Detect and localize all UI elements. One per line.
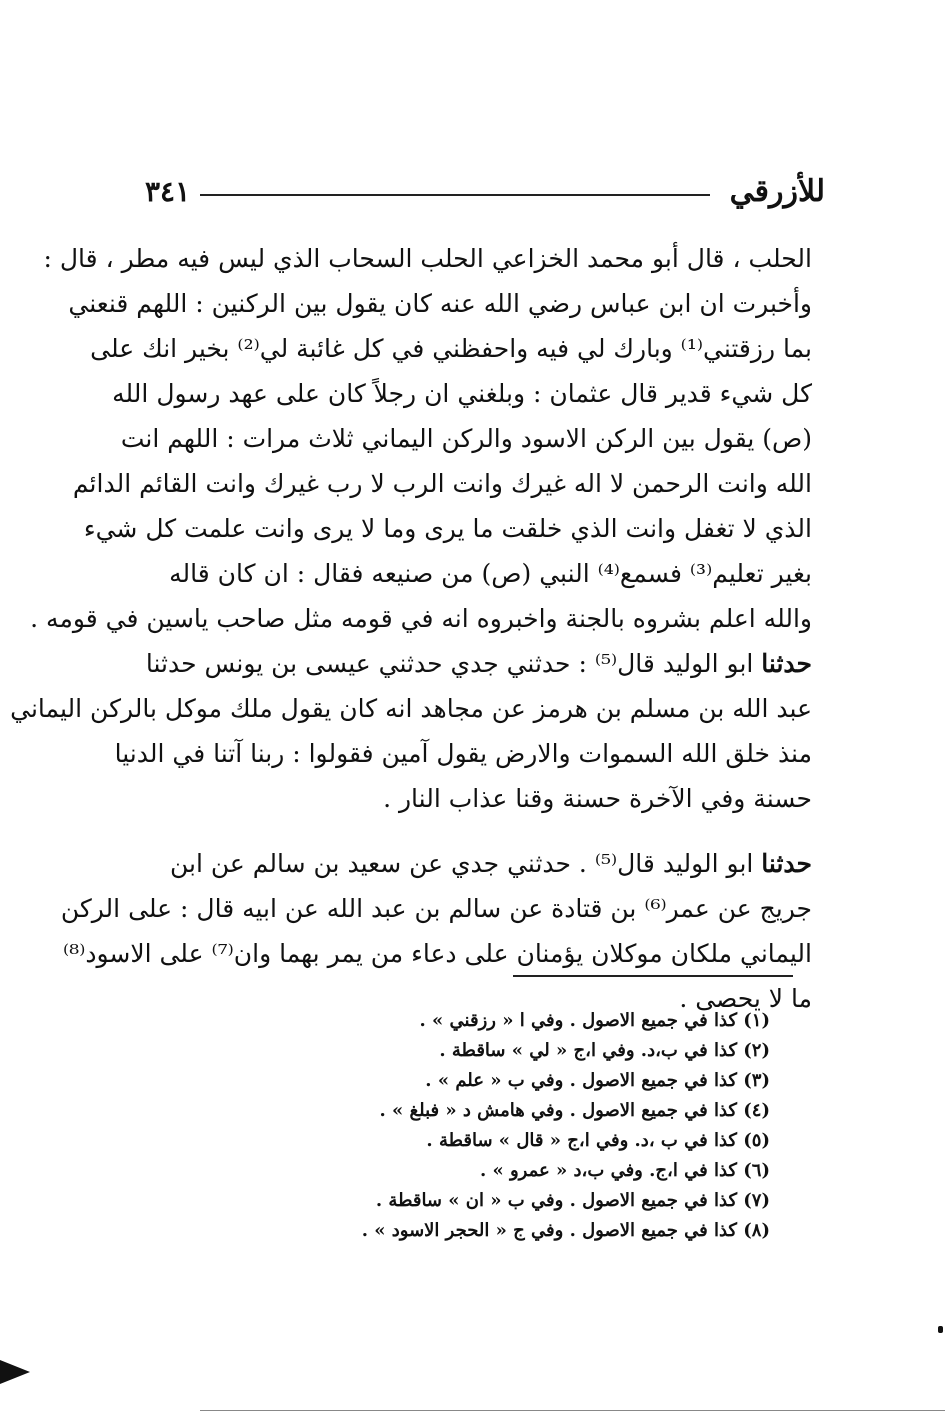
page-header bbox=[145, 172, 825, 212]
footnote: (٨) كذا في جميع الاصول . وفي ج « الحجر الاسود » . bbox=[361, 1220, 770, 1241]
text-line bbox=[138, 841, 812, 886]
text-line: وأخبرت ان ابن عباس رضي الله عنه كان يقول بين الركنين : اللهم قنعني bbox=[68, 289, 812, 318]
footnote: (٢) كذا في ب،د. وفي ا،ج « لي » ساقطة . bbox=[439, 1040, 770, 1061]
text-line: ما لا يحصى . bbox=[679, 984, 812, 1013]
scan-margin-dot bbox=[938, 1326, 943, 1333]
footnote: (٦) كذا في ا،ج. وفي ب،د « عمرو » . bbox=[479, 1160, 770, 1181]
paragraph-gap bbox=[138, 821, 812, 841]
text-line: الذي لا تغفل وانت الذي خلقت ما يرى وما لا يرى وانت علمت كل شيء bbox=[83, 514, 812, 543]
scan-bottom-edge bbox=[200, 1410, 945, 1411]
page-number: ٣٤١ bbox=[145, 175, 191, 208]
text-line: الحلب ، قال أبو محمد الخزاعي الحلب السحاب الذي ليس فيه مطر ، قال : bbox=[43, 244, 812, 273]
footnote: (٣) كذا في جميع الاصول . وفي ب « علم » . bbox=[425, 1070, 770, 1091]
text-line: عبد الله بن مسلم بن هرمز عن مجاهد انه كان يقول ملك موكل بالركن اليماني bbox=[10, 694, 812, 723]
text-line: جريج عن عمر⁽⁶⁾ بن قتادة عن سالم بن عبد الله عن ابيه قال : على الركن bbox=[60, 894, 812, 923]
text-line bbox=[138, 641, 812, 686]
main-text bbox=[10, 236, 812, 1021]
paragraph-1 bbox=[30, 236, 812, 641]
text-line: والله اعلم بشروه بالجنة واخبروه انه في قومه مثل صاحب ياسين في قومه . bbox=[30, 604, 812, 633]
paragraph-2 bbox=[10, 641, 812, 821]
text-line: منذ خلق الله السموات والارض يقول آمين فقولوا : ربنا آتنا في الدنيا bbox=[114, 739, 812, 768]
footnote: (٤) كذا في جميع الاصول . وفي هامش د « فبلغ » . bbox=[379, 1100, 770, 1121]
text-line: الله وانت الرحمن لا اله غيرك وانت الرب لا رب غيرك وانت القائم الدائم bbox=[72, 469, 812, 498]
text-run: ابو الوليد قال⁽⁵⁾ : حدثني جدي حدثني عيسى بن يونس حدثنا bbox=[145, 649, 762, 678]
running-head: للأزرقي bbox=[729, 174, 825, 209]
footnotes bbox=[360, 1006, 770, 1246]
footnote: (٥) كذا في ب ،د. وفي ا،ج « قال » ساقطة . bbox=[426, 1130, 770, 1151]
scan-corner-mark bbox=[0, 1360, 30, 1384]
text-line: كل شيء قدير قال عثمان : وبلغني ان رجلاً كان على عهد رسول الله bbox=[112, 379, 812, 408]
text-line: بغير تعليم⁽³⁾ فسمع⁽⁴⁾ النبي (ص) من صنيعه فقال : ان كان قاله bbox=[169, 559, 812, 588]
footnote: (١) كذا في جميع الاصول . وفي ا « رزقني » . bbox=[419, 1010, 770, 1031]
text-line: بما رزقتني⁽¹⁾ وبارك لي فيه واحفظني في كل غائبة لي⁽²⁾ بخير انك على bbox=[90, 334, 812, 363]
hadith-lead-word: حدثنا bbox=[761, 849, 812, 878]
hadith-lead-word: حدثنا bbox=[761, 649, 812, 678]
footnote: (٧) كذا في جميع الاصول . وفي ب « ان » ساقطة . bbox=[375, 1190, 770, 1211]
paragraph-3 bbox=[60, 841, 812, 1021]
footnote-separator bbox=[513, 975, 793, 977]
text-line: اليماني ملكان موكلان يؤمنان على دعاء من يمر بهما وان⁽⁷⁾ على الاسود⁽⁸⁾ bbox=[63, 939, 812, 968]
text-line: حسنة وفي الآخرة حسنة وقنا عذاب النار . bbox=[383, 784, 812, 813]
text-line: (ص) يقول بين الركن الاسود والركن اليماني ثلاث مرات : اللهم انت bbox=[120, 424, 812, 453]
text-run: ابو الوليد قال⁽⁵⁾ . حدثني جدي عن سعيد بن سالم عن ابن bbox=[169, 849, 762, 878]
header-rule bbox=[200, 194, 710, 196]
